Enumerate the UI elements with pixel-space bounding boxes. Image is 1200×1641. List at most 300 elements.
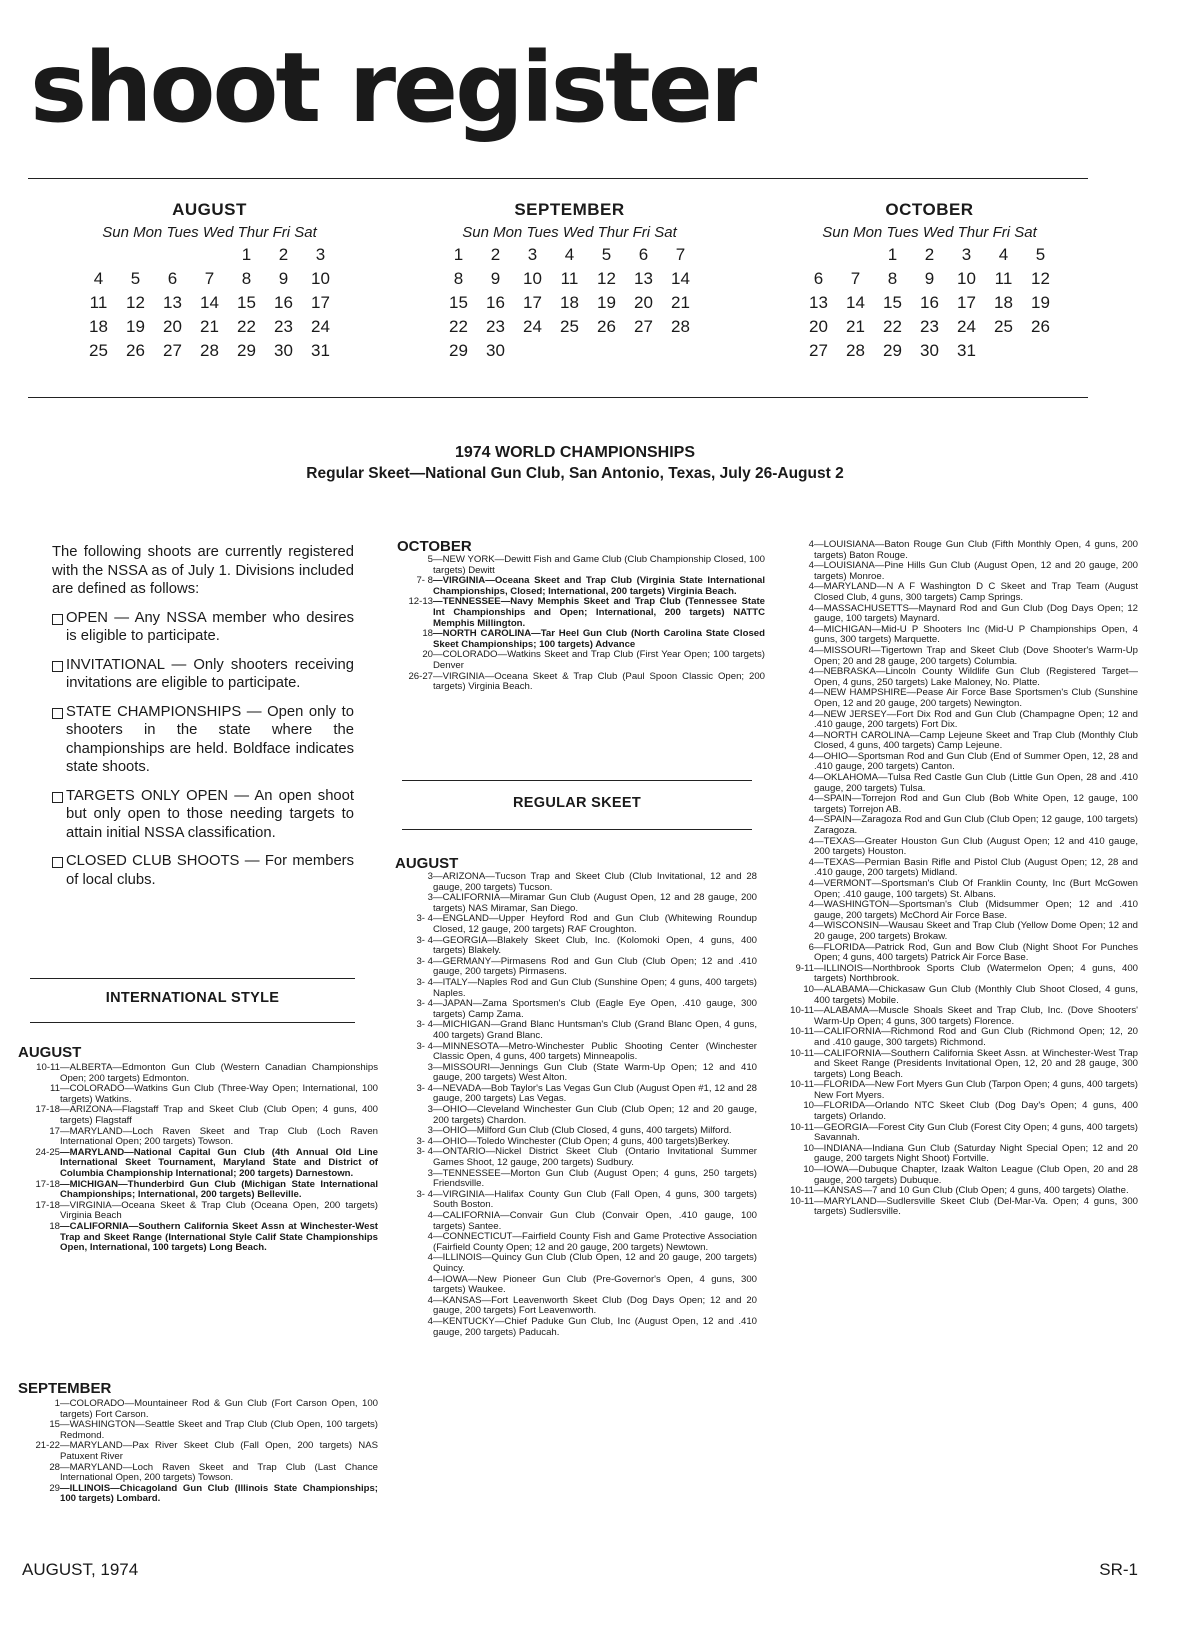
shoot-entry xyxy=(776,1165,1138,1186)
calendar-day: 2 xyxy=(278,245,289,264)
shoot-date: 4 xyxy=(808,814,814,826)
calendar-day: 4 xyxy=(93,269,104,288)
shoot-date: 28 xyxy=(49,1461,60,1473)
shoot-date: 4 xyxy=(808,687,814,699)
calendar-month: SEPTEMBER xyxy=(514,200,625,219)
shoot-text: —VIRGINIA—Oceana Skeet and Trap Club (Virginia State International Championships, Closed; International, 200 targets) Virginia Beach. xyxy=(433,575,765,597)
shoot-text: —JAPAN—Zama Sportsmen's Club (Eagle Eye Open, .410 gauge, 300 targets) Camp Zama. xyxy=(433,998,757,1020)
calendar-day: 30 xyxy=(920,341,939,360)
shoot-entry xyxy=(776,752,1138,773)
shoot-text: —ALABAMA—Chickasaw Gun Club (Monthly Club Shoot Closed, 4 guns, 400 targets) Mobile. xyxy=(814,983,1138,1006)
calendar-day: 18 xyxy=(89,317,108,336)
shoot-text: —IOWA—New Pioneer Gun Club (Pre-Governor's Open, 4 guns, 300 targets) Waukee. xyxy=(433,1273,757,1296)
shoot-text: —NEW YORK—Dewitt Fish and Game Club (Club Championship Closed, 100 targets) Dewitt xyxy=(433,554,766,576)
shoot-entry xyxy=(776,1049,1138,1081)
calendar-day: 24 xyxy=(523,317,542,336)
calendar-day: 16 xyxy=(920,293,939,312)
shoot-text: —MARYLAND—Pax River Skeet Club (Fall Open, 200 targets) NAS Patuxent River xyxy=(60,1440,378,1462)
shoot-text: —MARYLAND—Loch Raven Skeet and Trap Club (Loch Raven International Open; 200 targets) Towson. xyxy=(60,1125,378,1148)
shoot-text: —MICHIGAN—Grand Blanc Huntsman's Club (Grand Blanc Open, 4 guns, 400 targets) Grand Blanc. xyxy=(433,1019,757,1041)
shoot-entry xyxy=(395,936,757,957)
championship-title: 1974 WORLD CHAMPIONSHIPS xyxy=(454,444,696,461)
calendar-weekdays: Sun Mon Tues Wed Thur Fri Sat xyxy=(822,224,1037,241)
division-item xyxy=(52,787,354,843)
shoot-text: —VERMONT—Sportsman's Club Of Franklin County, Inc (Burt McGowen Open; .410 gauge, 100 targets) St. Albans. xyxy=(814,878,1138,900)
shoot-text: —SPAIN—Torrejon Rod and Gun Club (Bob White Open, 12 gauge, 100 targets) Torrejon AB. xyxy=(814,793,1138,815)
shoot-date: 9-11 xyxy=(795,962,814,974)
masthead-title: shoot register xyxy=(30,32,755,144)
shoot-text: —MISSOURI—Jennings Gun Club (State Warm-Up Open; 12 and 410 gauge, 200 targets) West Alton. xyxy=(433,1061,757,1084)
calendar-day: 17 xyxy=(523,293,542,312)
shoot-entry xyxy=(395,978,757,999)
calendar-day: 14 xyxy=(846,293,865,312)
calendar-day: 3 xyxy=(315,245,326,264)
shoot-entry xyxy=(395,1147,757,1168)
shoot-text: —TEXAS—Permian Basin Rifle and Pistol Club (August Open; 12, 28 and .410 gauge, 200 targets) Midland. xyxy=(814,856,1138,879)
shoot-date: 4 xyxy=(808,793,814,805)
shoot-date: 4 xyxy=(808,750,814,762)
calendar-day: 22 xyxy=(883,317,902,336)
shoot-entry xyxy=(776,1123,1138,1144)
checkbox-square-icon xyxy=(52,792,63,803)
regular-list xyxy=(395,872,757,1338)
shoot-text: —NEW JERSEY—Fort Dix Rod and Gun Club (Champagne Open; 12 and .410 gauge, 200 targets) Fort Dix. xyxy=(814,708,1138,731)
calendar-day: 5 xyxy=(130,269,141,288)
shoot-text: —KANSAS—Fort Leavenworth Skeet Club (Dog Days Open; 12 and 20 gauge, 200 targets) Fort Leavenworth. xyxy=(433,1294,757,1317)
shoot-date: 21-22 xyxy=(35,1440,60,1452)
divider xyxy=(30,1022,355,1023)
shoot-entry xyxy=(395,1317,757,1338)
calendar-day: 1 xyxy=(453,245,464,264)
shoot-text: —VIRGINIA—Oceana Skeet & Trap Club (Paul Spoon Classic Open; 200 targets) Virginia Beach. xyxy=(433,670,765,693)
shoot-entry xyxy=(776,1144,1138,1165)
shoot-date: 10 xyxy=(803,983,814,995)
regular-heading: REGULAR SKEET xyxy=(513,795,641,811)
shoot-entry xyxy=(776,1006,1138,1027)
shoot-text: —ILLINOIS—Chicagoland Gun Club (Illinois State Championships; 100 targets) Lombard. xyxy=(60,1482,378,1505)
calendar-day: 12 xyxy=(1031,269,1050,288)
shoot-date: 11 xyxy=(50,1083,60,1095)
shoot-date: 3 xyxy=(427,1167,433,1179)
calendar-day: 24 xyxy=(957,317,976,336)
calendar-august xyxy=(80,200,339,363)
shoot-text: —VIRGINIA—Halifax County Gun Club (Fall Open, 4 guns, 300 targets) South Boston. xyxy=(433,1188,757,1211)
calendar-day: 21 xyxy=(846,317,865,336)
shoot-date: 1 xyxy=(54,1398,60,1409)
division-text: INVITATIONAL — Only shooters receiving invitations are eligible to participate. xyxy=(66,656,354,691)
shoot-text: —TEXAS—Greater Houston Gun Club (August Open; 12 and 410 gauge, 200 targets) Houston. xyxy=(814,835,1138,858)
calendar-day: 2 xyxy=(490,245,501,264)
shoot-text: —COLORADO—Watkins Gun Club (Three-Way Open; International, 100 targets) Watkins. xyxy=(60,1083,378,1105)
calendar-day: 13 xyxy=(634,269,653,288)
shoot-text: —OHIO—Milford Gun Club (Club Closed, 4 guns, 400 targets) Milford. xyxy=(433,1125,732,1137)
shoot-text: —ALBERTA—Edmonton Gun Club (Western Canadian Championships Open; 200 targets) Edmonton. xyxy=(60,1062,378,1084)
shoot-entry xyxy=(395,957,757,978)
calendar-day: 9 xyxy=(278,269,289,288)
shoot-date: 3 xyxy=(427,1061,433,1073)
calendar-day: 19 xyxy=(1031,293,1050,312)
shoot-entry xyxy=(18,1180,378,1201)
calendar-day: 8 xyxy=(453,269,464,288)
shoot-date: 26-27 xyxy=(408,670,433,682)
shoot-date: 4 xyxy=(427,1315,433,1327)
shoot-entry xyxy=(397,672,765,693)
calendar-day: 27 xyxy=(809,341,828,360)
shoot-text: —OHIO—Sportsman Rod and Gun Club (End of Summer Open, 12, 28 and .410 gauge, 200 targets) Canton. xyxy=(814,750,1138,773)
shoot-text: —ALABAMA—Muscle Shoals Skeet and Trap Club, Inc. (Dove Shooters' Warm-Up Open; 4 guns, 300 targets) Florence. xyxy=(814,1005,1138,1027)
shoot-text: —OHIO—Cleveland Winchester Gun Club (Club Open; 12 and 20 gauge, 200 targets) Chardon. xyxy=(433,1104,757,1126)
shoot-entry xyxy=(776,837,1138,858)
shoot-date: 10-11 xyxy=(790,1185,814,1197)
october-label: OCTOBER xyxy=(397,538,472,555)
shoot-entry xyxy=(776,1101,1138,1122)
shoot-text: —ILLINOIS—Northbrook Sports Club (Watermelon Open; 4 guns, 400 targets) Northbrook. xyxy=(814,962,1138,985)
calendar-day: 17 xyxy=(957,293,976,312)
checkbox-square-icon xyxy=(52,857,63,868)
international-aug-label: AUGUST xyxy=(18,1044,82,1061)
calendar-day: 7 xyxy=(204,269,215,288)
calendar-day: 16 xyxy=(274,293,293,312)
shoot-text: —KANSAS—7 and 10 Gun Club (Club Open; 4 guns, 400 targets) Olathe. xyxy=(814,1185,1129,1197)
calendar-month: OCTOBER xyxy=(885,200,974,219)
calendar-day: 26 xyxy=(126,341,145,360)
shoot-entry xyxy=(776,921,1138,942)
calendar-day: 12 xyxy=(126,293,145,312)
championship-banner xyxy=(0,444,1150,483)
calendar-day: 25 xyxy=(560,317,579,336)
calendar-day: 1 xyxy=(241,245,252,264)
shoot-text: —GEORGIA—Blakely Skeet Club, Inc. (Kolomoki Open, 4 guns, 400 targets) Blakely. xyxy=(433,934,757,957)
shoot-date: 3 xyxy=(427,1125,433,1137)
shoot-entry xyxy=(395,1190,757,1211)
shoot-date: 3 xyxy=(427,871,433,882)
shoot-text: —SPAIN—Zaragoza Rod and Gun Club (Club Open; 12 gauge, 100 targets) Zaragoza. xyxy=(814,814,1138,837)
calendar-blank xyxy=(80,243,117,267)
calendar-day: 25 xyxy=(994,317,1013,336)
shoot-date: 10-11 xyxy=(790,1026,814,1038)
shoot-date: 3- 4 xyxy=(416,976,433,988)
calendar-day: 17 xyxy=(311,293,330,312)
championship-subtitle: Regular Skeet—National Gun Club, San Antonio, Texas, July 26-August 2 xyxy=(306,465,844,482)
shoot-entry xyxy=(776,858,1138,879)
shoot-text: —CALIFORNIA—Southern California Skeet Assn at Winchester-West Trap and Skeet Range (International Style Calif State Championships Open, International, 100 targets) Long Beach. xyxy=(60,1220,378,1254)
shoot-date: 20 xyxy=(422,649,433,661)
shoot-entry xyxy=(776,646,1138,667)
shoot-text: —GERMANY—Pirmasens Rod and Gun Club (Club Open; 12 and .410 gauge, 200 targets) Pirmasens. xyxy=(433,955,757,978)
calendar-day: 10 xyxy=(523,269,542,288)
shoot-date: 4 xyxy=(808,729,814,741)
calendar-october xyxy=(800,200,1059,363)
shoot-date: 4 xyxy=(808,920,814,932)
shoot-entry xyxy=(18,1105,378,1126)
shoot-text: —NEVADA—Bob Taylor's Las Vegas Gun Club (August Open #1, 12 and 28 gauge, 200 targets) Las Vegas. xyxy=(433,1082,757,1105)
shoot-entry xyxy=(776,625,1138,646)
division-text: OPEN — Any NSSA member who desires is eligible to participate. xyxy=(66,609,354,644)
shoot-text: —ILLINOIS—Quincy Gun Club (Club Open, 12 and 20 gauge, 200 targets) Quincy. xyxy=(433,1252,757,1274)
calendar-day: 7 xyxy=(850,269,861,288)
shoot-date: 3- 4 xyxy=(416,998,433,1010)
shoot-date: 17-18 xyxy=(35,1199,60,1211)
calendar-day: 21 xyxy=(200,317,219,336)
calendar-day: 9 xyxy=(924,269,935,288)
shoot-date: 4 xyxy=(427,1273,433,1285)
calendar-grid xyxy=(800,243,1059,363)
shoot-date: 3- 4 xyxy=(416,955,433,967)
calendar-blank xyxy=(117,243,154,267)
calendar-day: 22 xyxy=(449,317,468,336)
shoot-date: 4 xyxy=(808,899,814,911)
shoot-entry xyxy=(776,773,1138,794)
shoot-date: 10-11 xyxy=(36,1062,60,1073)
shoot-entry xyxy=(776,943,1138,964)
shoot-date: 24-25 xyxy=(35,1146,60,1158)
shoot-entry xyxy=(395,914,757,935)
shoot-text: —CALIFORNIA—Convair Gun Club (Convair Open, .410 gauge, 100 targets) Santee. xyxy=(433,1210,757,1232)
shoot-entry xyxy=(395,1275,757,1296)
calendar-day: 6 xyxy=(813,269,824,288)
footer-page: SR-1 xyxy=(1099,1560,1138,1579)
shoot-text: —NORTH CAROLINA—Tar Heel Gun Club (North Carolina State Closed Skeet Championships; 100 targets) Advance xyxy=(433,628,765,650)
divider xyxy=(28,178,1088,179)
shoot-entry xyxy=(18,1148,378,1180)
shoot-date: 10-11 xyxy=(790,1121,814,1133)
calendar-day: 18 xyxy=(560,293,579,312)
shoot-text: —WASHINGTON—Seattle Skeet and Trap Club (Club Open, 100 targets) Redmond. xyxy=(60,1419,378,1441)
shoot-text: —ITALY—Naples Rod and Gun Club (Sunshine Open; 4 guns, 400 targets) Naples. xyxy=(433,976,757,999)
calendar-day: 30 xyxy=(274,341,293,360)
shoot-entry xyxy=(18,1222,378,1254)
shoot-text: —OKLAHOMA—Tulsa Red Castle Gun Club (Little Gun Open, 28 and .410 gauge, 200 targets) Tulsa. xyxy=(814,772,1138,794)
shoot-entry xyxy=(18,1127,378,1148)
shoot-text: —MICHIGAN—Thunderbird Gun Club (Michigan State International Championships; International, 200 targets) Belleville. xyxy=(60,1178,378,1201)
shoot-entry xyxy=(395,1084,757,1105)
shoot-date: 4 xyxy=(427,1210,433,1221)
checkbox-square-icon xyxy=(52,661,63,672)
calendar-weekdays: Sun Mon Tues Wed Thur Fri Sat xyxy=(102,224,317,241)
calendar-day: 19 xyxy=(126,317,145,336)
shoot-text: —NEW HAMPSHIRE—Pease Air Force Base Sportsmen's Club (Sunshine Open, 12 and 20 gauge, 200 targets) Newington. xyxy=(814,687,1138,709)
shoot-entry xyxy=(776,604,1138,625)
shoot-date: 18 xyxy=(49,1220,60,1232)
shoot-entry xyxy=(776,1027,1138,1048)
shoot-date: 10-11 xyxy=(790,1047,814,1059)
shoot-date: 3- 4 xyxy=(416,913,433,925)
shoot-entry xyxy=(397,650,765,671)
calendar-day: 22 xyxy=(237,317,256,336)
shoot-entry xyxy=(776,879,1138,900)
shoot-text: —INDIANA—Indiana Gun Club (Saturday Night Special Open; 12 and 20 gauge, 200 targets Night Shoot) Fortville. xyxy=(814,1142,1138,1165)
shoot-date: 3- 4 xyxy=(416,1188,433,1200)
international-heading: INTERNATIONAL STYLE xyxy=(105,990,280,1006)
shoot-date: 3- 4 xyxy=(416,1019,433,1031)
calendar-day: 28 xyxy=(200,341,219,360)
shoot-entry xyxy=(776,964,1138,985)
shoot-date: 3 xyxy=(427,1104,433,1116)
shoot-text: —ONTARIO—Nickel District Skeet Club (Ontario Invitational Summer Games Shoot, 12 gauge, 200 targets) Sudbury. xyxy=(433,1146,757,1169)
divider xyxy=(30,978,355,979)
shoot-date: 5 xyxy=(427,554,433,565)
shoot-text: —CALIFORNIA—Miramar Gun Club (August Open, 12 and 28 gauge, 200 targets) NAS Miramar, San Diego. xyxy=(433,892,757,914)
shoot-entry xyxy=(18,1201,378,1222)
calendar-day: 29 xyxy=(883,341,902,360)
shoot-text: —ENGLAND—Upper Heyford Rod and Gun Club (Whitewing Roundup Closed, 12 gauge, 200 targets) RAF Croughton. xyxy=(433,913,757,935)
shoot-date: 4 xyxy=(427,1231,433,1243)
shoot-entry xyxy=(776,1197,1138,1218)
calendar-day: 13 xyxy=(809,293,828,312)
calendar-day: 20 xyxy=(809,317,828,336)
calendar-day: 5 xyxy=(601,245,612,264)
shoot-date: 17 xyxy=(49,1125,60,1137)
division-item xyxy=(52,852,354,889)
shoot-entry xyxy=(395,872,757,893)
calendar-blank xyxy=(837,243,874,267)
shoot-date: 4 xyxy=(808,856,814,868)
shoot-date: 12-13 xyxy=(408,596,433,608)
calendar-day: 26 xyxy=(597,317,616,336)
shoot-text: —MARYLAND—National Capital Gun Club (4th Annual Old Line International Skeet Tournament, Maryland State and District of Columbia Championship International; 200 targets) Darnestown. xyxy=(60,1146,378,1179)
calendar-day: 4 xyxy=(998,245,1009,264)
shoot-date: 3- 4 xyxy=(416,1146,433,1158)
shoot-text: —MICHIGAN—Mid-U P Shooters Inc (Mid-U P Championships Open, 4 guns, 300 targets) Marquette. xyxy=(814,623,1138,646)
division-text: TARGETS ONLY OPEN — An open shoot but only open to those needing targets to attain initial NSSA classification. xyxy=(66,787,354,841)
shoot-entry xyxy=(395,1105,757,1126)
shoot-date: 29 xyxy=(49,1482,60,1494)
calendar-weekdays: Sun Mon Tues Wed Thur Fri Sat xyxy=(462,224,677,241)
divider xyxy=(402,829,752,830)
calendar-day: 4 xyxy=(564,245,575,264)
footer-date: AUGUST, 1974 xyxy=(22,1560,139,1579)
calendar-blank xyxy=(154,243,191,267)
shoot-text: —GEORGIA—Forest City Gun Club (Forest City Open; 4 guns, 400 targets) Savannah. xyxy=(814,1121,1138,1144)
calendar-day: 24 xyxy=(311,317,330,336)
shoot-date: 10-11 xyxy=(790,1195,814,1207)
divider xyxy=(402,780,752,781)
calendar-grid xyxy=(80,243,339,363)
shoot-text: —VIRGINIA—Oceana Skeet & Trap Club (Oceana Open, 200 targets) Virginia Beach xyxy=(60,1199,378,1222)
shoot-text: —KENTUCKY—Chief Paduke Gun Club, Inc (August Open, 12 and .410 gauge, 200 targets) Paducah. xyxy=(433,1315,757,1338)
shoot-text: —WASHINGTON—Sportsman's Club (Midsummer Open; 12 and .410 gauge, 200 targets) McChord Air Force Base. xyxy=(814,899,1138,921)
calendar-day: 28 xyxy=(671,317,690,336)
intro-section xyxy=(52,543,354,899)
shoot-date: 4 xyxy=(808,644,814,656)
shoot-text: —NEBRASKA—Lincoln County Wildlife Gun Club (Registered Target—Open, 4 guns, 250 targets) Lake Maloney, No. Platte. xyxy=(814,666,1138,688)
calendar-day: 26 xyxy=(1031,317,1050,336)
shoot-date: 6 xyxy=(808,941,814,953)
division-item xyxy=(52,609,354,646)
international-sep-list xyxy=(18,1399,378,1505)
shoot-text: —LOUISIANA—Baton Rouge Gun Club (Fifth Monthly Open, 4 guns, 200 targets) Baton Rouge. xyxy=(814,539,1138,561)
checkbox-square-icon xyxy=(52,708,63,719)
shoot-entry xyxy=(397,576,765,597)
shoot-entry xyxy=(395,1169,757,1190)
shoot-entry xyxy=(18,1420,378,1441)
calendar-day: 15 xyxy=(449,293,468,312)
shoot-text: —MASSACHUSETTS—Maynard Rod and Gun Club (Dog Days Open; 12 gauge, 100 targets) Maynard. xyxy=(814,602,1138,625)
calendar-day: 11 xyxy=(89,293,108,312)
calendar-grid xyxy=(440,243,699,363)
shoot-date: 15 xyxy=(49,1419,60,1431)
shoot-entry xyxy=(776,582,1138,603)
shoot-entry xyxy=(395,1232,757,1253)
division-list xyxy=(52,609,354,890)
shoot-text: —CONNECTICUT—Fairfield County Fish and Game Protective Association (Fairfield County Open; 12 and 20 gauge, 200 targets) Newtown. xyxy=(433,1231,757,1253)
shoot-text: —CALIFORNIA—Richmond Rod and Gun Club (Richmond Open; 12, 20 and .410 gauge, 300 targets) Richmond. xyxy=(814,1026,1138,1048)
calendar-day: 3 xyxy=(961,245,972,264)
shoot-date: 4 xyxy=(808,878,814,889)
calendar-day: 23 xyxy=(920,317,939,336)
shoot-date: 4 xyxy=(808,581,814,593)
calendar-day: 30 xyxy=(486,341,505,360)
shoot-text: —ARIZONA—Tucson Trap and Skeet Club (Club Invitational, 12 and 28 gauge, 200 targets) Tucson. xyxy=(433,871,757,893)
shoot-date: 17-18 xyxy=(35,1104,60,1116)
shoot-entry xyxy=(18,1399,378,1420)
shoot-date: 18 xyxy=(422,628,433,640)
shoot-text: —MINNESOTA—Metro-Winchester Public Shooting Center (Winchester Classic Open, 4 guns, 400 targets) Minneapolis. xyxy=(433,1040,757,1063)
calendar-day: 19 xyxy=(597,293,616,312)
division-text: STATE CHAMPIONSHIPS — Open only to shooters in the state where the championships are held. Boldface indicates state shoots. xyxy=(66,703,354,775)
shoot-date: 4 xyxy=(808,623,814,635)
shoot-text: —FLORIDA—Orlando NTC Skeet Club (Dog Day's Open; 4 guns, 400 targets) Orlando. xyxy=(814,1100,1138,1123)
shoot-date: 3- 4 xyxy=(416,1040,433,1052)
shoot-date: 10-11 xyxy=(790,1079,814,1091)
calendar-day: 31 xyxy=(311,341,330,360)
shoot-entry xyxy=(395,1063,757,1084)
shoot-entry xyxy=(18,1084,378,1105)
shoot-text: —OHIO—Toledo Winchester (Club Open; 4 guns, 400 targets)Berkey. xyxy=(433,1135,730,1147)
right-column-list xyxy=(776,540,1138,1218)
calendar-day: 15 xyxy=(883,293,902,312)
calendar-day: 10 xyxy=(311,269,330,288)
shoot-entry xyxy=(18,1484,378,1505)
shoot-entry xyxy=(776,710,1138,731)
october-list xyxy=(397,555,765,693)
calendar-day: 20 xyxy=(163,317,182,336)
calendar-day: 5 xyxy=(1035,245,1046,264)
shoot-date: 3 xyxy=(427,892,433,904)
shoot-entry xyxy=(395,1253,757,1274)
calendar-day: 21 xyxy=(671,293,690,312)
shoot-date: 3- 4 xyxy=(416,934,433,946)
shoot-text: —COLORADO—Mountaineer Rod & Gun Club (Fort Carson Open, 100 targets) Fort Carson. xyxy=(60,1398,378,1420)
shoot-entry xyxy=(776,794,1138,815)
shoot-date: 4 xyxy=(808,708,814,720)
shoot-text: —TENNESSEE—Morton Gun Club (August Open; 4 guns, 250 targets) Friendsville. xyxy=(433,1167,757,1190)
shoot-date: 10-11 xyxy=(790,1005,814,1017)
intro-text: The following shoots are currently registered with the NSSA as of July 1. Divisions included are defined as follows: xyxy=(52,544,354,597)
calendar-day: 27 xyxy=(634,317,653,336)
shoot-entry xyxy=(395,999,757,1020)
division-item xyxy=(52,703,354,777)
calendar-day: 8 xyxy=(887,269,898,288)
calendar-blank xyxy=(191,243,228,267)
calendar-day: 3 xyxy=(527,245,538,264)
calendar-day: 14 xyxy=(671,269,690,288)
division-text: CLOSED CLUB SHOOTS — For members of local clubs. xyxy=(66,853,354,888)
checkbox-square-icon xyxy=(52,614,63,625)
calendar-day: 2 xyxy=(924,245,935,264)
calendar-day: 27 xyxy=(163,341,182,360)
division-item xyxy=(52,656,354,693)
shoot-text: —TENNESSEE—Navy Memphis Skeet and Trap Club (Tennessee State Int Championships and Open; International, 200 targets) NATTC Memphis Millington. xyxy=(433,596,765,629)
shoot-date: 4 xyxy=(427,1294,433,1306)
shoot-text: —COLORADO—Watkins Skeet and Trap Club (First Year Open; 100 targets) Denver xyxy=(433,649,765,671)
calendar-month: AUGUST xyxy=(172,200,247,219)
calendar-day: 16 xyxy=(486,293,505,312)
calendar-day: 20 xyxy=(634,293,653,312)
calendar-day: 11 xyxy=(994,269,1013,288)
shoot-entry xyxy=(395,1042,757,1063)
calendar-day: 23 xyxy=(486,317,505,336)
